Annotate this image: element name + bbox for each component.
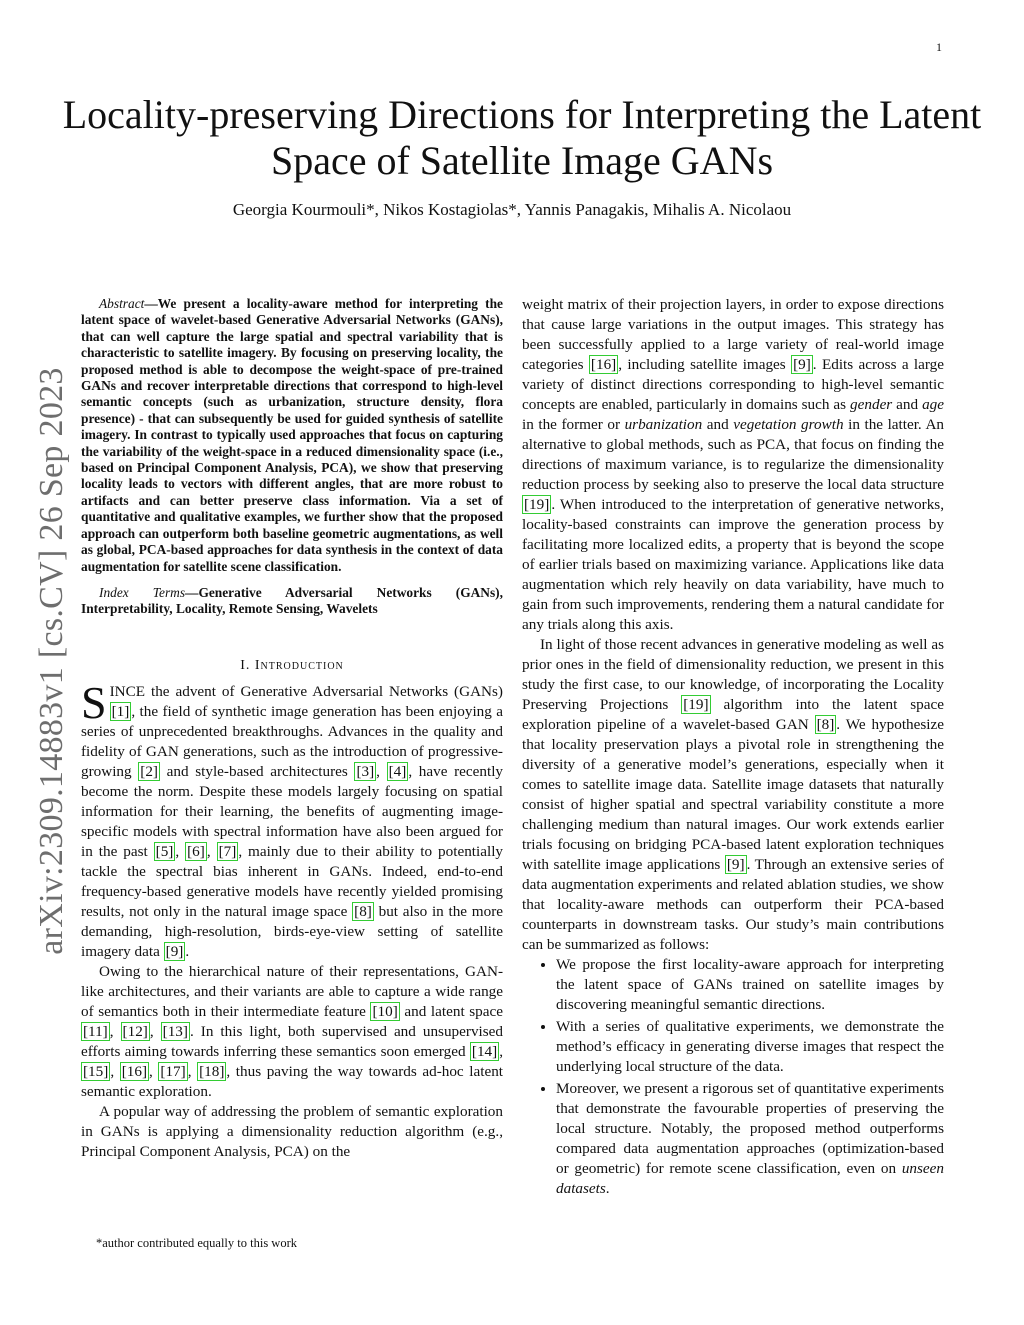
citation-link[interactable]: [13] <box>162 1022 188 1040</box>
citation-link[interactable]: [17] <box>160 1062 186 1080</box>
citation-link[interactable]: [3] <box>356 762 375 780</box>
emphasis: age <box>922 396 944 413</box>
text-run: and latent space <box>399 1002 504 1020</box>
right-paragraph-1 <box>522 295 944 635</box>
text-run: and <box>702 416 734 433</box>
text-run: , mainly due to their ability to potentially tackle the spectral bias inherent in GANs. Indeed, end-to-end frequency-based generative models have recently yielded promising results, not only in the natural image space <box>81 842 504 920</box>
text-run: weight matrix of their projection layers, in order to expose directions that cause large variations in the output images. This strategy has been successfully applied to a large variety of real-world image categories <box>522 296 944 373</box>
text-run: , <box>499 1042 503 1060</box>
text-run: . Edits across a large variety of distinct directions corresponding to high-level semantic concepts are enabled, particularly in domains such as <box>522 356 945 413</box>
text-run: , including satellite images <box>618 356 792 373</box>
abstract <box>81 296 503 575</box>
section-heading <box>81 658 503 674</box>
text-run: INCE the advent of Generative Adversarial Networks (GANs) <box>109 682 503 700</box>
text-run: but also in the more demanding, high-resolution, birds-eye-view setting of satellite imagery data <box>81 902 503 960</box>
citation-link[interactable]: [8] <box>816 716 835 733</box>
emphasis: gender <box>850 396 893 413</box>
citation-link[interactable]: [10] <box>372 1002 398 1020</box>
abstract-label: Abstract <box>99 296 145 311</box>
right-paragraph-2 <box>522 635 944 955</box>
citation-link[interactable]: [14] <box>471 1042 498 1060</box>
citation-link[interactable]: [5] <box>155 842 174 860</box>
author-list: Georgia Kourmouli*, Nikos Kostagiolas*, Yannis Panagakis, Mihalis A. Nicolaou <box>232 200 792 219</box>
text-run: . Through an extensive series of data augmentation experiments and related ablation studies, we show that locality-aware methods can outperform their PCA-based counterparts in downstream tasks. Our study’s main contributions can be summarized as follows: <box>522 856 944 953</box>
text-run: . When introduced to the interpretation of generative networks, locality-based constraints can improve the generation process by facilitating more localized edits, a property that is beyond the scope of earlier trials based on maximizing variance. Applications like data augmentation which rely heavily on data variability, have much to gain from such improvements, rendering them a natural candidate for any trials along this axis. <box>522 496 944 633</box>
text-run: , <box>187 1062 198 1080</box>
citation-link[interactable]: [8] <box>354 902 372 920</box>
index-terms <box>81 585 503 618</box>
text-run: in the latter. An alternative to global methods, such as PCA, that focus on finding the directions of maximum variance, is to regularize the dimensionality reduction process by seeking also to preserve the local data structure <box>522 416 945 493</box>
emphasis: unseen datasets <box>556 1160 944 1197</box>
index-terms-text: —Generative Adversarial Networks (GANs), Interpretability, Locality, Remote Sensing, Wavelets <box>81 584 503 617</box>
text-run: and style-based architectures <box>160 762 355 780</box>
text-run: and <box>892 396 923 413</box>
citation-link[interactable]: [18] <box>199 1062 225 1080</box>
section-number: I. <box>240 657 255 673</box>
citation-link[interactable]: [16] <box>121 1062 148 1080</box>
left-column <box>81 296 503 1162</box>
text-run: . <box>605 1180 610 1197</box>
section-title: Introduction <box>254 657 344 673</box>
list-item: • With a series of qualitative experiments, we demonstrate the method’s efficacy in generating diverse images that respect the underlying local structure of the data. <box>556 1017 944 1077</box>
citation-link[interactable]: [19] <box>683 696 709 713</box>
citation-link[interactable]: [19] <box>524 496 550 513</box>
text-run: , <box>149 1062 159 1080</box>
citation-link[interactable]: [4] <box>388 762 407 780</box>
text-run: , <box>206 842 217 860</box>
citation-link[interactable]: [6] <box>187 842 205 860</box>
text-run: Moreover, we present a rigorous set of quantitative experiments that demonstrate the favourable properties of preserving the local structure. Notably, the proposed method outperforms compared data augmentation approaches (optimization-based or geometric) for remote scene classification, even on <box>556 1080 944 1177</box>
citation-link[interactable]: [9] <box>726 856 745 873</box>
text-run: . In this light, both supervised and unsupervised efforts aiming towards inferring these semantics soon emerged <box>81 1022 504 1060</box>
footnote: *author contributed equally to this work <box>96 1236 298 1250</box>
citation-link[interactable]: [9] <box>165 942 184 960</box>
intro-paragraph-3: A popular way of addressing the problem of semantic exploration in GANs is applying a dimensionality reduction algorithm (e.g., Principal Component Analysis, PCA) on the <box>81 1102 503 1160</box>
arxiv-id: arXiv:2309.14883v1 [cs.CV] 26 Sep 2023 <box>33 367 70 955</box>
text-run: , <box>175 842 186 860</box>
text-run: , <box>110 1062 120 1080</box>
contribution-list <box>522 955 944 1199</box>
citation-link[interactable]: [9] <box>793 356 811 373</box>
text-run: in the former or <box>522 416 625 433</box>
intro-paragraph-2 <box>81 962 503 1102</box>
text-run: , thus paving the way towards ad-hoc latent semantic exploration. <box>81 1062 504 1100</box>
list-item <box>556 1079 944 1199</box>
abstract-text: —We present a locality-aware method for interpreting the latent space of wavelet-based Generative Adversarial Networks (GANs), that can well capture the large spatial and spectral variability that is characteristic to satellite imagery. By focusing on preserving locality, the proposed method is able to decompose the weight-space of pre-trained GANs and recover interpretable directions that correspond to high-level semantic concepts (such as urbanization, structure density, flora presence) - that can subsequently be used for guided synthesis of satellite imagery. In contrast to typically used approaches that focus on capturing the variability of the weight-space in a reduced dimensionality space (i.e., based on Principal Component Analysis, PCA), we show that preserving locality leads to vectors with different angles, that are more robust to artifacts and can better preserve class information. Via a set of quantitative and qualitative examples, we further show that the proposed approach can outperform both baseline geometric augmentations, as well as global, PCA-based approaches for data synthesis in the context of data augmentation for satellite scene classification. <box>81 296 503 574</box>
citation-link[interactable]: [7] <box>218 842 237 860</box>
citation-link[interactable]: [2] <box>140 762 158 780</box>
text-run: Owing to the hierarchical nature of their representations, GAN-like architectures, and their variants are able to capture a wide range of semantics both in their intermediate feature <box>81 962 503 1020</box>
citation-link[interactable]: [15] <box>83 1062 109 1080</box>
emphasis: vegetation growth <box>733 416 844 433</box>
paper-title: Locality-preserving Directions for Interpreting the Latent Space of Satellite Image GANs <box>62 92 982 183</box>
page-number: 1 <box>936 40 942 54</box>
text-run: , <box>149 1022 161 1040</box>
index-terms-label: Index Terms <box>99 584 186 600</box>
text-run: , <box>109 1022 121 1040</box>
intro-paragraph-1 <box>81 676 504 962</box>
citation-link[interactable]: [11] <box>83 1022 108 1040</box>
citation-link[interactable]: [1] <box>111 702 130 720</box>
text-run: , the field of synthetic image generation has been enjoying a series of unprecedented breakthroughs. Advances in the quality and fidelity of GAN generations, such as the introduction of progressive-growing <box>81 702 503 780</box>
emphasis: urbanization <box>624 416 703 433</box>
list-item: • We propose the first locality-aware approach for interpreting the latent space of GANs trained on satellite images by discovering meaningful semantic directions. <box>556 955 944 1015</box>
text-run: algorithm into the latent space exploration pipeline of a wavelet-based GAN <box>522 696 944 733</box>
text-run: , have recently become the norm. Despite these models largely focusing on spatial information for their learning, the benefits of augmenting image-specific models with spectral information have also been argued for in the past <box>81 762 504 860</box>
text-run: . We hypothesize that locality preservation plays a pivotal role in strengthening the diversity of a generative model’s generations, especially when it comes to satellite image data. Satellite image datasets that naturally consist of higher spatial and spectral variability constitute a more challenging medium than natural images. Our work extends earlier trials focusing on bridging PCA-based latent exploration techniques with satellite image applications <box>522 716 944 873</box>
text-run: , <box>376 762 387 780</box>
citation-link[interactable]: [16] <box>590 356 617 373</box>
citation-link[interactable]: [12] <box>122 1022 148 1040</box>
drop-cap: S <box>81 676 107 728</box>
text-run: . <box>185 942 190 960</box>
right-column <box>522 295 944 1201</box>
text-run: In light of those recent advances in generative modeling as well as prior ones in the field of dimensionality reduction, we present in this study the first case, to our knowledge, of incorporating the Locality Preserving Projections <box>522 636 944 713</box>
